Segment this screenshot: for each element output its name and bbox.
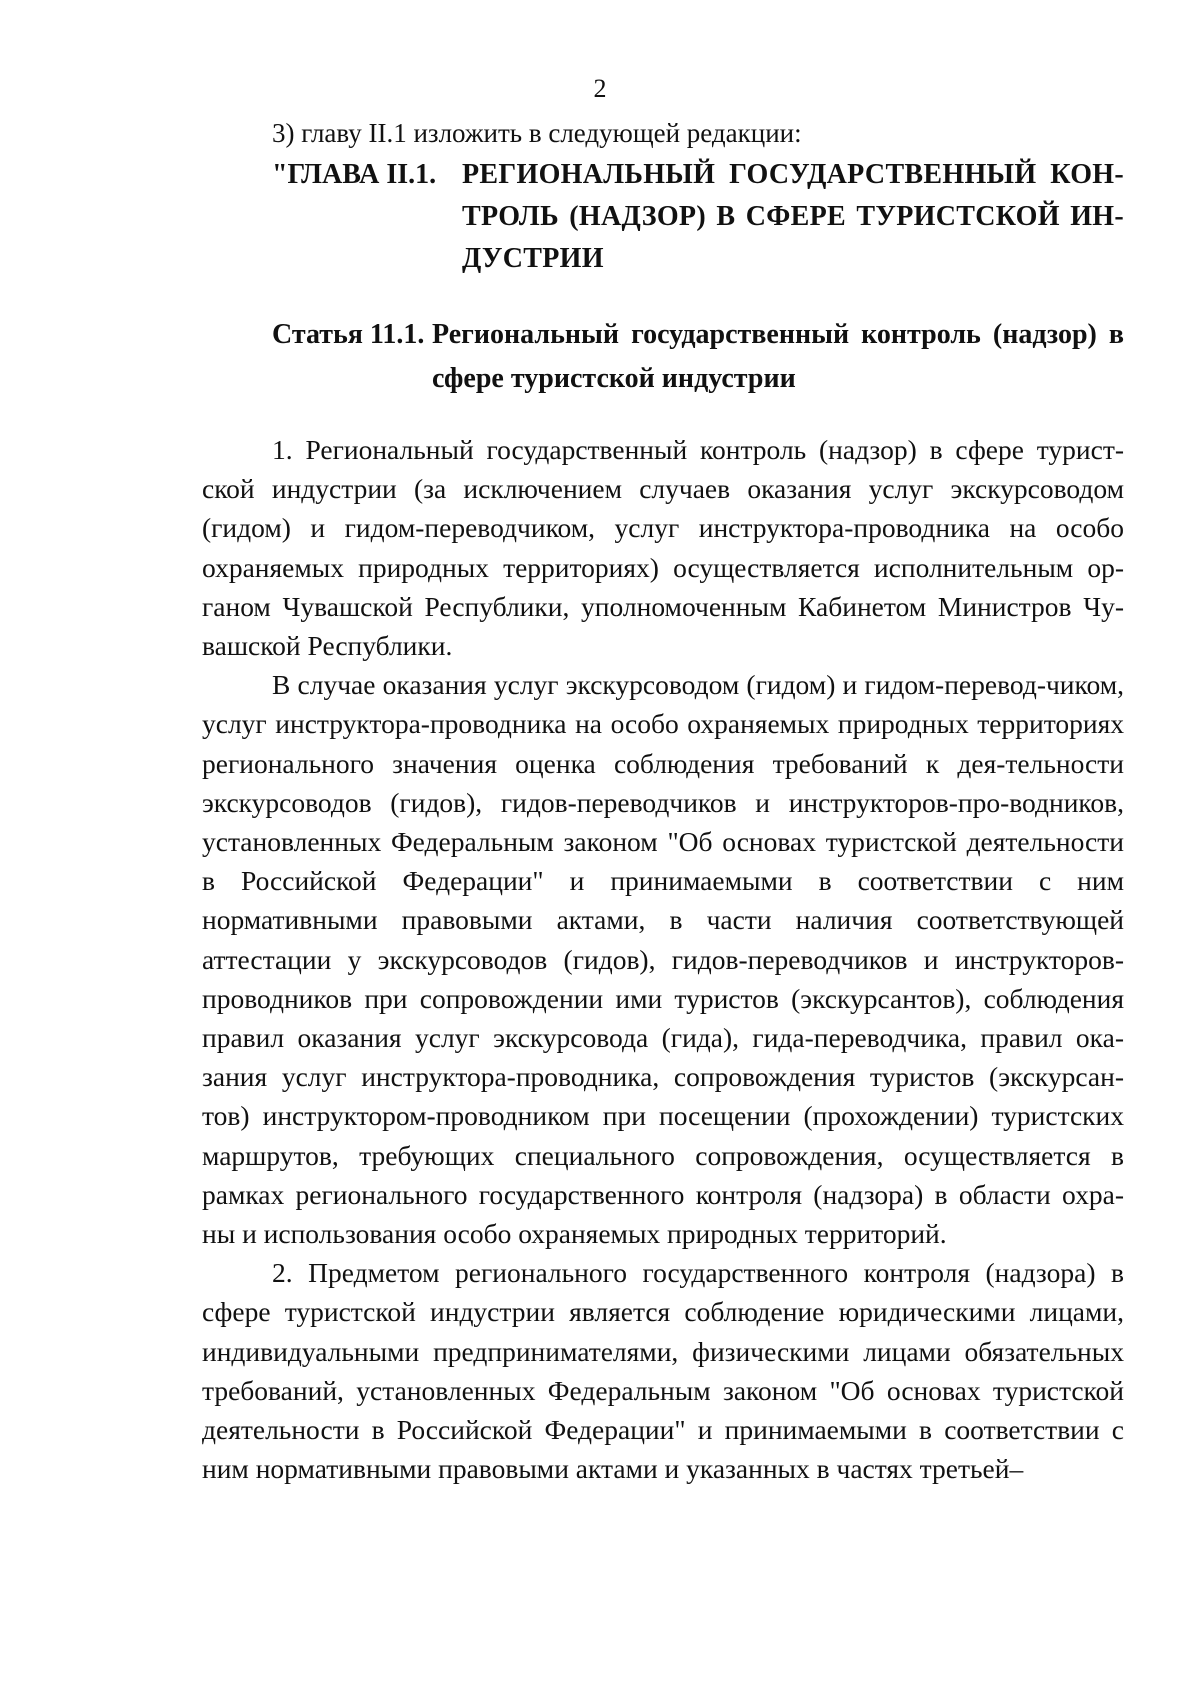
paragraph-part-2: 2. Предметом регионального государственного контроля (надзора) в сфере туристской индустрии является соблюдение юридическими лицами, индивидуальными предпринимателями, физическими лицами обязательных требований, установленных Федеральным законом "Об основах туристской деятельности в Российской Федерации" и принимаемыми в соответствии с ним нормативными правовыми актами и указанных в частях третьей– bbox=[202, 1257, 1124, 1485]
chapter-title: РЕГИОНАЛЬНЫЙ ГОСУДАРСТВЕННЫЙ КОН-ТРОЛЬ (НАДЗОР) В СФЕРЕ ТУРИСТСКОЙ ИН-ДУСТРИИ bbox=[462, 159, 1124, 274]
article-body bbox=[202, 430, 1124, 1488]
article-number: Статья 11.1. bbox=[272, 319, 425, 350]
paragraph-special-case: В случае оказания услуг экскурсоводом (гидом) и гидом-перевод-чиком, услуг инструктора-проводника на особо охраняемых природных территориях регионального значения оценка соблюдения требований к дея-тельности экскурсоводов (гидов), гидов-переводчиков и инструкторов-про-водников, установленных Федеральным законом "Об основах туристской деятельности в Российской Федерации" и принимаемыми в соответствии с ним нормативными правовыми актами, в части наличия соответствующей аттестации у экскурсоводов (гидов), гидов-переводчиков и инструкторов-проводников при сопровождении ими туристов (экскурсантов), соблюдения правил оказания услуг экскурсовода (гида), гида-переводчика, правил ока-зания услуг инструктора-проводника, сопровождения туристов (экскурсан-тов) инструктором-проводником при посещении (прохождении) туристских маршрутов, требующих специального сопровождения, осуществляется в рамках регионального государственного контроля (надзора) в области охра-ны и использования особо охраняемых природных территорий. bbox=[202, 669, 1124, 1250]
page-number: 2 bbox=[593, 74, 607, 103]
chapter-number: "ГЛАВА II.1. bbox=[272, 159, 437, 190]
article-title: Региональный государственный контроль (надзор) в сфере туристской индустрии bbox=[432, 319, 1124, 394]
paragraph-part-1: 1. Региональный государственный контроль (надзор) в сфере турист-ской индустрии (за исключением случаев оказания услуг экскурсоводом (гидом) и гидом-переводчиком, услуг инструктора-проводника на особо охраняемых природных территориях) осуществляется исполнительным ор-ганом Чувашской Республики, уполномоченным Кабинетом Министров Чу-вашской Республики. bbox=[202, 434, 1124, 662]
amendment-intro: 3) главу II.1 изложить в следующей редакции: bbox=[272, 118, 802, 148]
